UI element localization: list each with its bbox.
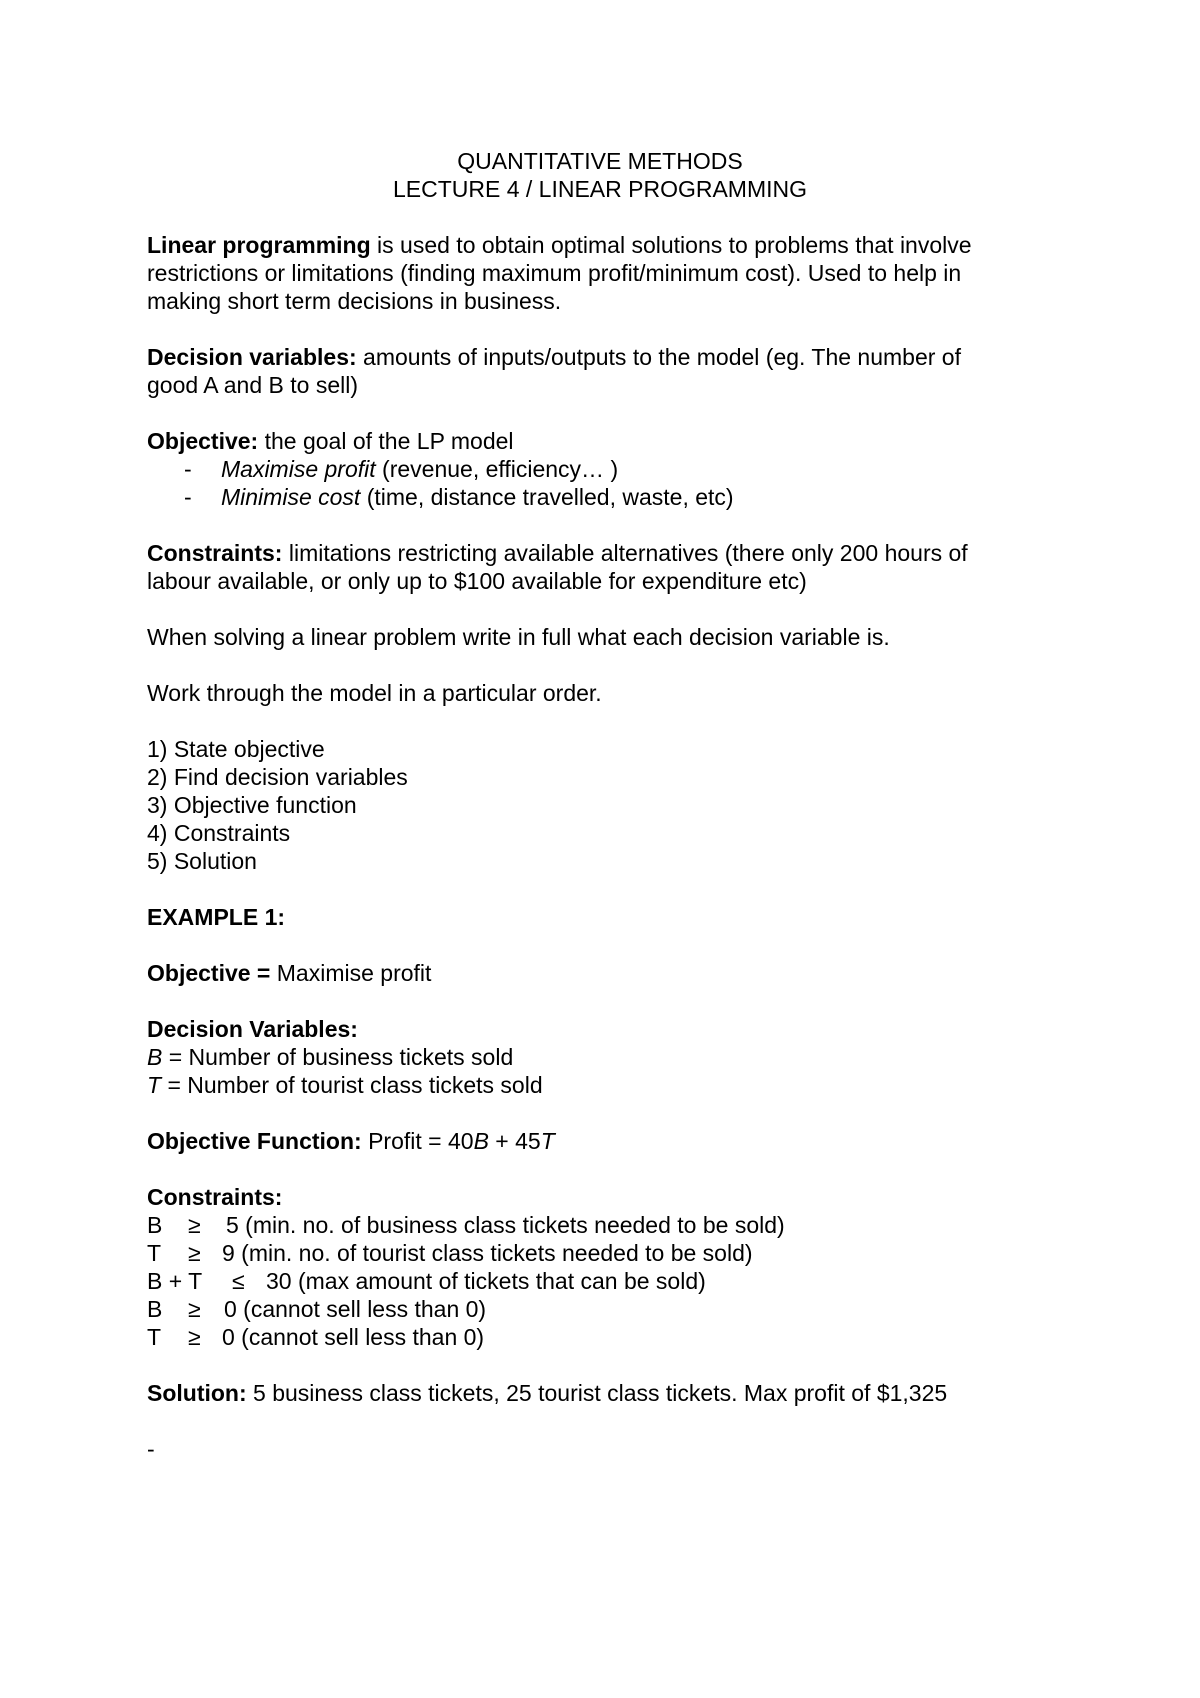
- term-objective: Objective:: [147, 428, 259, 454]
- step-item: 5) Solution: [147, 848, 257, 874]
- decision-variable-b: B = Number of business tickets sold: [147, 1044, 514, 1070]
- decision-variables-line-1: Decision variables: amounts of inputs/outputs to the model (eg. The number of: [147, 344, 961, 370]
- constraints-def-line-1: Constraints: limitations restricting available alternatives (there only 200 hours of: [147, 540, 968, 566]
- constraints-def-line-2: labour available, or only up to $100 available for expenditure etc): [147, 568, 807, 594]
- constraint-rhs: 30 (max amount of tickets that can be sold): [266, 1268, 706, 1294]
- constraints-heading: Constraints:: [147, 1184, 283, 1210]
- step-item: 1) State objective: [147, 736, 325, 762]
- constraint-operator: ≥: [188, 1296, 201, 1322]
- constraint-operator: ≥: [188, 1324, 201, 1350]
- note-decision-variables: When solving a linear problem write in full what each decision variable is.: [147, 624, 890, 650]
- objective-line: Objective: the goal of the LP model: [147, 428, 514, 454]
- bullet-dash: -: [184, 484, 192, 510]
- bullet-maximise-profit: Maximise profit (revenue, efficiency… ): [221, 456, 619, 482]
- example-heading: EXAMPLE 1:: [147, 904, 286, 930]
- bullet-dash: -: [184, 456, 192, 482]
- step-item: 4) Constraints: [147, 820, 291, 846]
- decision-variables-heading: Decision Variables:: [147, 1016, 358, 1042]
- solution-line: Solution: 5 business class tickets, 25 tourist class tickets. Max profit of $1,325: [147, 1380, 948, 1406]
- decision-variables-line-2: good A and B to sell): [147, 372, 358, 398]
- step-item: 3) Objective function: [147, 792, 357, 818]
- trailing-dash: -: [147, 1436, 155, 1462]
- example-objective: Objective = Maximise profit: [147, 960, 432, 986]
- intro-line-3: making short term decisions in business.: [147, 288, 562, 314]
- constraint-lhs: T: [147, 1324, 162, 1350]
- constraint-rhs: 9 (min. no. of tourist class tickets needed to be sold): [222, 1240, 753, 1266]
- constraint-rhs: 0 (cannot sell less than 0): [224, 1296, 487, 1322]
- constraint-operator: ≥: [188, 1212, 201, 1238]
- objective-function: Objective Function: Profit = 40B + 45T: [147, 1128, 555, 1154]
- constraint-lhs: B: [147, 1296, 163, 1322]
- constraint-operator: ≤: [232, 1268, 245, 1294]
- constraint-rhs: 0 (cannot sell less than 0): [222, 1324, 485, 1350]
- lecture-title: LECTURE 4 / LINEAR PROGRAMMING: [392, 176, 808, 202]
- term-constraints: Constraints:: [147, 540, 283, 566]
- constraint-rhs: 5 (min. no. of business class tickets needed to be sold): [226, 1212, 785, 1238]
- step-item: 2) Find decision variables: [147, 764, 408, 790]
- intro-line-2: restrictions or limitations (finding maximum profit/minimum cost). Used to help in: [147, 260, 962, 286]
- bullet-minimise-cost: Minimise cost (time, distance travelled, waste, etc): [221, 484, 734, 510]
- course-title: QUANTITATIVE METHODS: [457, 148, 743, 174]
- term-decision-variables: Decision variables:: [147, 344, 357, 370]
- constraint-operator: ≥: [188, 1240, 201, 1266]
- term-linear-programming: Linear programming: [147, 232, 371, 258]
- intro-line-1: Linear programming is used to obtain optimal solutions to problems that involve: [147, 232, 972, 258]
- note-order: Work through the model in a particular order.: [147, 680, 602, 706]
- constraint-lhs: T: [147, 1240, 162, 1266]
- constraint-lhs: B + T: [147, 1268, 203, 1294]
- constraint-lhs: B: [147, 1212, 163, 1238]
- decision-variable-t: T = Number of tourist class tickets sold: [147, 1072, 543, 1098]
